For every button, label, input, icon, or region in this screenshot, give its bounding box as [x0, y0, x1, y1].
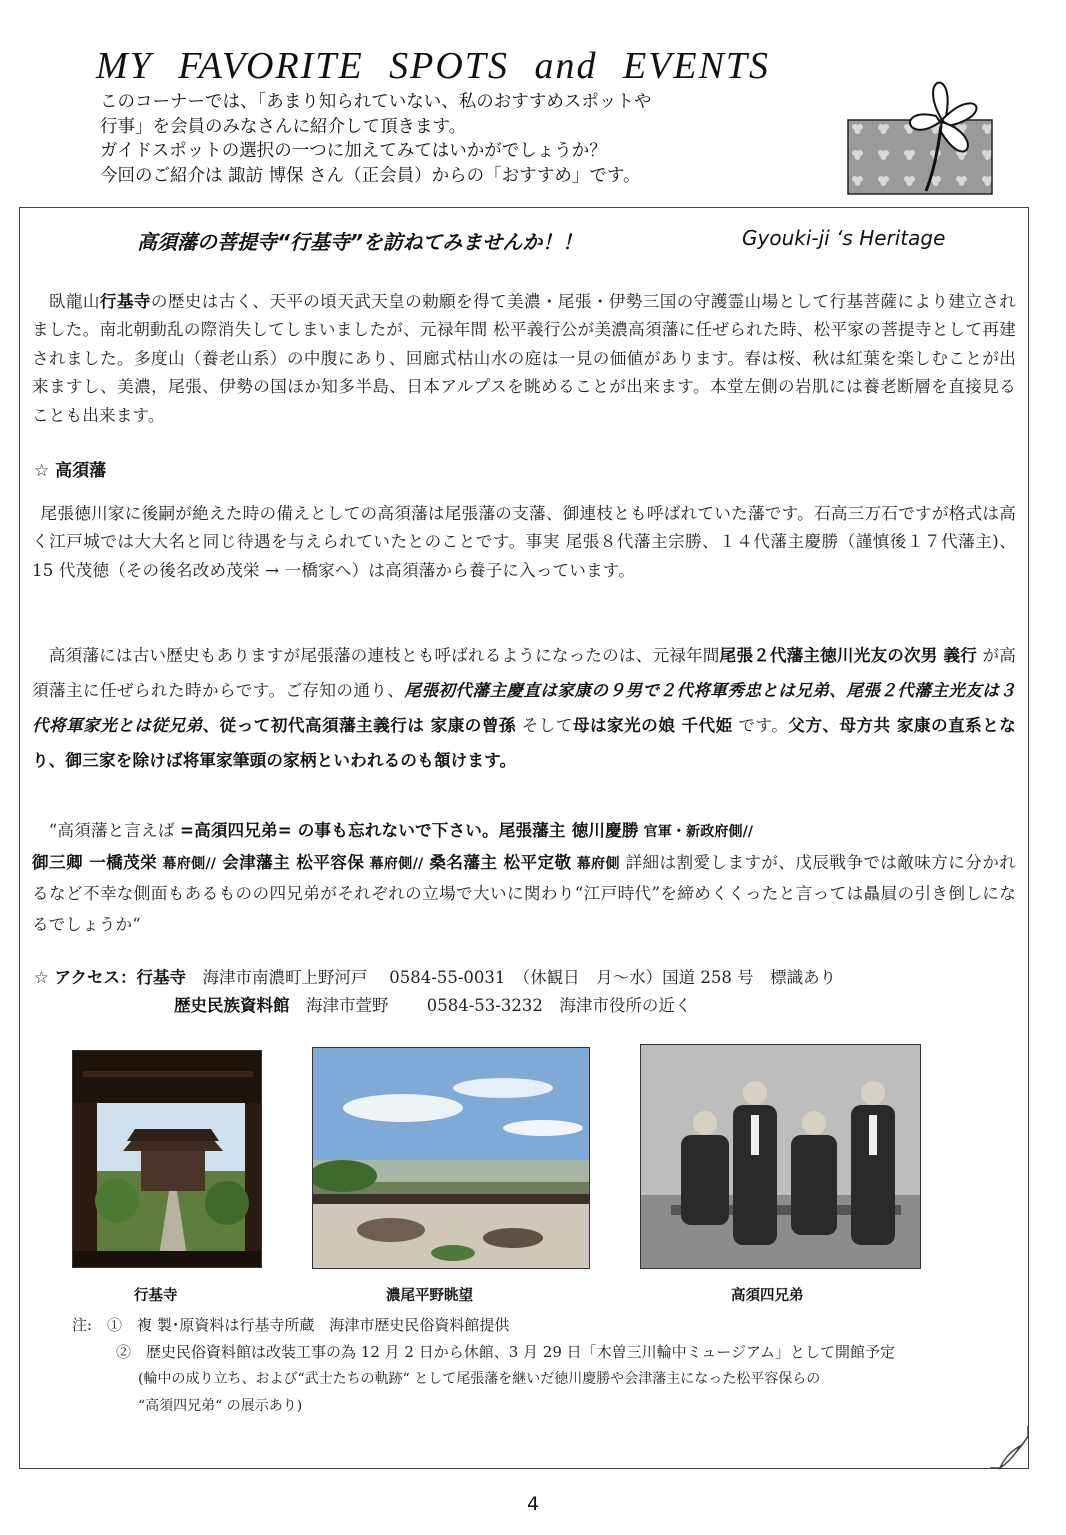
access-place-name: 歴史民族資料館	[174, 996, 290, 1015]
text: が高須藩主に任ぜられた時からです。ご存知の通り、	[32, 646, 1017, 700]
intro-line: 今回のご紹介は 諏訪 博保 さん（正会員）からの「おすすめ」です。	[100, 165, 641, 186]
paragraph-takasu	[32, 500, 1016, 585]
access-detail: 海津市南濃町上野河戸 0584-55-0031 （休観日 月～水）国道 258 号 標識あり	[186, 968, 837, 987]
photo-four-brothers	[640, 1044, 921, 1269]
emphasis: 父方、母方共 家康の直系となり、御三家を除けば将軍家筆頭の家柄といわれるのも頷けます。	[32, 716, 1017, 770]
caption-photo1: 行基寺	[134, 1288, 178, 1304]
access-label: ☆ アクセス：	[34, 968, 137, 987]
paragraph-gyokiji	[32, 288, 1016, 430]
text: です。	[732, 716, 789, 735]
article-title-jp: 高須藩の菩提寺“行基寺”を訪ねてみませんか！！	[137, 230, 583, 254]
text: 尾張徳川家に後嗣が絶えた時の備えとしての高須藩は尾張藩の支藩、御連枝とも呼ばれていた藩です。石高三万石ですが格式は高く江戸城では大大名と同じ待遇を与えられていたとのことです。事実 尾張８代藩主宗勝、１４代藩主慶勝（謹慎後１７代藩主)、15 代茂徳（その後名改め茂栄 → 一橋家へ）は高須藩から養子に入っています。	[32, 504, 1016, 580]
caption-photo2: 濃尾平野眺望	[386, 1288, 473, 1304]
access-place-name: 行基寺	[136, 968, 187, 987]
paragraph-lineage	[32, 638, 1016, 778]
emphasis: 桑名藩主 松平定敬	[423, 852, 572, 872]
text: 高須藩には古い歴史もありますが尾張藩の連枝とも呼ばれるようになったのは、元禄年間	[48, 646, 720, 665]
emphasis: 会津藩主 松平容保	[216, 852, 365, 872]
intro-line: このコーナーでは、「あまり知られていない、私のおすすめスポットや	[100, 92, 652, 112]
access-info	[34, 964, 836, 1020]
page-number: 4	[526, 1493, 540, 1515]
intro-line: ガイドスポットの選択の一つに加えてみてはいかがでしょうか？	[100, 141, 607, 161]
emphasis-small: 幕府側//	[364, 855, 424, 872]
paragraph-four-brothers	[32, 816, 1016, 940]
emphasis-italic: 尾張初代藩主慶直は家康の９男で２代将軍秀忠とは兄弟、尾張２代藩主光友は３代将軍家光とは従兄弟	[32, 681, 1016, 735]
note-line: (輪中の成り立ち、および“武士たちの軌跡“ として尾張藩を継いだ徳川慶勝や会津藩主になった松平容保らの	[138, 1371, 821, 1387]
photo-nobi-plain-view	[312, 1047, 590, 1269]
text: “高須藩と言えば	[48, 821, 181, 840]
section-heading-takasu: ☆ 高須藩	[34, 461, 107, 481]
masthead-title: MY FAVORITE SPOTS and EVENTS	[96, 45, 771, 87]
emphasis: 母は家光の娘 千代姫	[572, 716, 733, 735]
access-row	[34, 964, 836, 992]
text: の歴史は古く、天平の頃天武天皇の勅願を得て美濃・尾張・伊勢三国の守護霊山場として行基菩薩により建立されました。南北朝動乱の際消失してしまいましたが、元禄年間 松平義行公が美濃高須藩に任ぜられた時、松平家の菩提寺として再建されました。多度山（養老山系）の中腹にあり、回廊式枯山水の庭は一見の価値があります。春は桜、秋は紅葉を楽しむことが出来ますし、美濃，尾張、伊勢の国ほか知多半島、日本アルプスを眺めることが出来ます。本堂左側の岩肌には養老断層を直接見ることも出来ます。	[32, 292, 1017, 425]
page-curl-icon	[990, 1426, 1030, 1470]
text: そして	[515, 716, 573, 735]
emphasis-small: 幕府側	[571, 855, 620, 872]
emphasis-small: 幕府側//	[157, 855, 217, 872]
emphasis-small: 官軍・新政府側//	[638, 824, 754, 840]
note-line: “高須四兄弟“ の展示あり)	[138, 1398, 303, 1414]
access-row	[34, 992, 836, 1020]
note-line: 注: ① 複 製･原資料は行基寺所蔵 海津市歴史民俗資料館提供	[72, 1316, 510, 1334]
text: 詳細は割愛しますが、戊辰戦争では敵味方に分かれるなど不幸な側面もあるものの四兄弟がそれぞれの立場で大いに関わり“江戸時代”を締めくくったと言っては贔屓の引き倒しになるでしょうか“	[32, 852, 1016, 934]
access-detail: 海津市萱野 0584-53-3232 海津市役所の近く	[289, 996, 692, 1015]
emphasis: 尾張２代藩主徳川光友の次男 義行	[719, 646, 978, 665]
text: 臥龍山	[48, 292, 100, 311]
emphasis: 行基寺	[99, 292, 151, 311]
notes	[72, 1312, 895, 1420]
emphasis: 御三卿 一橋茂栄	[32, 852, 158, 872]
photo-gyokiji-gate	[72, 1050, 262, 1268]
emphasis: =高須四兄弟= の事も忘れないで下さい。尾張藩主 徳川慶勝	[180, 821, 639, 840]
caption-photo3: 高須四兄弟	[731, 1288, 804, 1304]
emphasis: 、従って初代高須藩主義行は 家康の曾孫	[202, 716, 516, 735]
note-line: ② 歴史民俗資料館は改装工事の為 12 月 2 日から休館、3 月 29 日「木曽三川輪中ミュージアム」として開館予定	[116, 1343, 895, 1361]
intro-line: 行事」を会員のみなさんに紹介して頂きます。	[100, 116, 467, 137]
intro-text	[100, 90, 651, 188]
article-title-en: Gyouki-ji ‘s Heritage	[742, 226, 946, 250]
clover-icon	[846, 66, 994, 196]
